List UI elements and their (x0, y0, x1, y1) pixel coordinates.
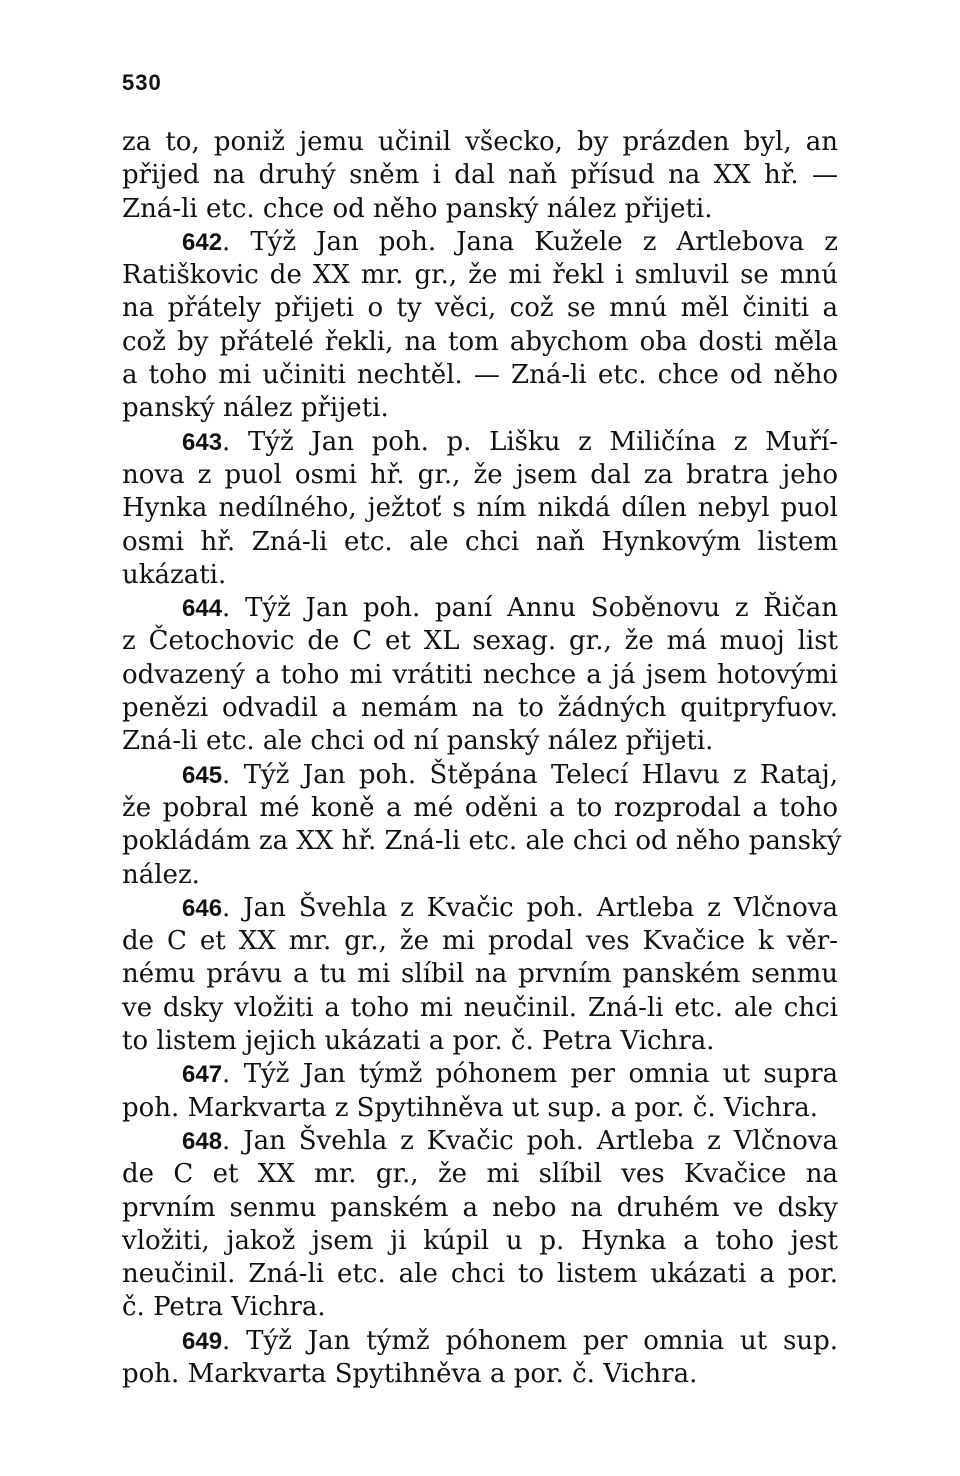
entry-number: 642 (182, 228, 223, 256)
text-line (122, 958, 838, 991)
entry-number: 644 (182, 595, 223, 623)
entry-first-line (122, 1058, 838, 1091)
text-line (122, 159, 838, 192)
line-text: penězi odvadil a nemám na to žádných quitpryfuov. (122, 693, 838, 724)
entry-number: 648 (182, 1127, 223, 1155)
text-line (122, 1225, 838, 1258)
text-line (122, 492, 838, 525)
line-text: přijed na druhý sněm i dal naň přísud na XX hř. — (122, 160, 838, 191)
line-text: pokládám za XX hř. Zná-li etc. ale chci od něho panský (122, 826, 842, 857)
line-text: . Týž Jan týmž póhonem per omnia ut sup. (222, 1325, 838, 1356)
line-text: a toho mi učiniti nechtěl. — Zná-li etc. chce od něho (122, 360, 838, 391)
line-text: . Týž Jan týmž póhonem per omnia ut supra (222, 1059, 838, 1090)
text-line (122, 259, 838, 292)
entry-number: 645 (182, 761, 223, 789)
text-line (122, 559, 838, 592)
text-line (122, 625, 838, 658)
text-line (122, 1158, 838, 1191)
text-line (122, 859, 838, 892)
line-text: poh. Markvarta Spytihněva a por. č. Vichra. (122, 1358, 698, 1389)
line-text: . Týž Jan poh. paní Annu Soběnovu z Řičan (222, 593, 838, 624)
text-line (122, 725, 838, 758)
body-text (122, 126, 842, 1391)
text-line (122, 392, 838, 425)
entry-number: 643 (182, 428, 223, 456)
entry-first-line (122, 1325, 838, 1358)
text-line (122, 126, 838, 159)
line-text: de C et XX mr. gr., že mi prodal ves Kvačice k věr- (122, 926, 838, 957)
entry-first-line (122, 759, 838, 792)
line-text: nému právu a tu mi slíbil na prvním panském senmu (122, 959, 838, 990)
line-text: Zná-li etc. chce od něho panský nález přijeti. (122, 193, 713, 224)
line-text: nález. (122, 859, 200, 890)
entry-first-line (122, 592, 838, 625)
line-text: Zná-li etc. ale chci od ní panský nález přijeti. (122, 726, 714, 757)
line-text: panský nález přijeti. (122, 393, 389, 424)
entry-first-line (122, 892, 838, 925)
text-line (122, 825, 842, 858)
text-line (122, 1291, 838, 1324)
line-text: osmi hř. Zná-li etc. ale chci naň Hynkovým listem (122, 526, 838, 557)
text-line (122, 526, 838, 559)
line-text: neučinil. Zná-li etc. ale chci to listem ukázati a por. (122, 1259, 838, 1290)
line-text: č. Petra Vichra. (122, 1292, 326, 1323)
line-text: za to, poniž jemu učinil všecko, by prázden byl, an (122, 127, 838, 157)
line-text: de C et XX mr. gr., že mi slíbil ves Kvačice na (122, 1159, 838, 1190)
line-text: poh. Markvarta z Spytihněva ut sup. a por. č. Vichra. (122, 1092, 819, 1123)
text-line (122, 1025, 838, 1058)
line-text: Hynka nedílného, ježtoť s ním nikdá dílen nebyl puol (122, 493, 838, 524)
line-text: vložiti, jakož jsem ji kúpil u p. Hynka a toho jest (122, 1225, 838, 1256)
entry-first-line (122, 426, 838, 459)
text-line (122, 1258, 838, 1291)
entry-number: 646 (182, 894, 223, 922)
entry-first-line (122, 226, 838, 259)
line-text: nova z puol osmi hř. gr., že jsem dal za bratra jeho (122, 459, 838, 490)
line-text: prvním senmu panském a nebo na druhém ve dsky (122, 1192, 838, 1223)
line-text: . Jan Švehla z Kvačic poh. Artleba z Vlčnova (222, 892, 838, 923)
line-text: ukázati. (122, 559, 227, 590)
line-text: že pobral mé koně a mé oděni a to rozprodal a toho (122, 792, 838, 823)
line-text: . Týž Jan poh. Jana Kužele z Artlebova z (222, 226, 838, 257)
text-line (122, 193, 838, 226)
text-line (122, 792, 838, 825)
page-number: 530 (122, 70, 162, 95)
text-line (122, 692, 838, 725)
line-text: z Četochovic de C et XL sexag. gr., že má muoj list (122, 626, 838, 657)
line-text: . Týž Jan poh. p. Lišku z Miličína z Muří- (222, 426, 838, 457)
entry-number: 649 (182, 1327, 223, 1355)
text-line (122, 1192, 838, 1225)
text-line (122, 1092, 838, 1125)
entry-number: 647 (182, 1061, 223, 1089)
text-line (122, 459, 838, 492)
text-line (122, 992, 838, 1025)
text-line (122, 1358, 838, 1391)
line-text: ve dsky vložiti a toho mi neučinil. Zná-li etc. ale chci (122, 992, 838, 1023)
text-line (122, 659, 838, 692)
line-text: . Jan Švehla z Kvačic poh. Artleba z Vlčnova (222, 1125, 838, 1156)
line-text: na přátely přijeti o ty věci, což se mnú měl činiti a (122, 293, 838, 324)
line-text: to listem jejich ukázati a por. č. Petra Vichra. (122, 1026, 715, 1057)
text-line (122, 292, 838, 325)
text-line (122, 359, 838, 392)
line-text: odvazený a toho mi vrátiti nechce a já jsem hotovými (122, 659, 838, 690)
entry-first-line (122, 1125, 838, 1158)
line-text: . Týž Jan poh. Štěpána Telecí Hlavu z Rataj, (222, 759, 838, 790)
text-line (122, 326, 838, 359)
line-text: což by přátelé řekli, na tom abychom oba dosti měla (122, 326, 838, 357)
text-line (122, 925, 838, 958)
line-text: Ratiškovic de XX mr. gr., že mi řekl i smluvil se mnú (122, 260, 838, 291)
